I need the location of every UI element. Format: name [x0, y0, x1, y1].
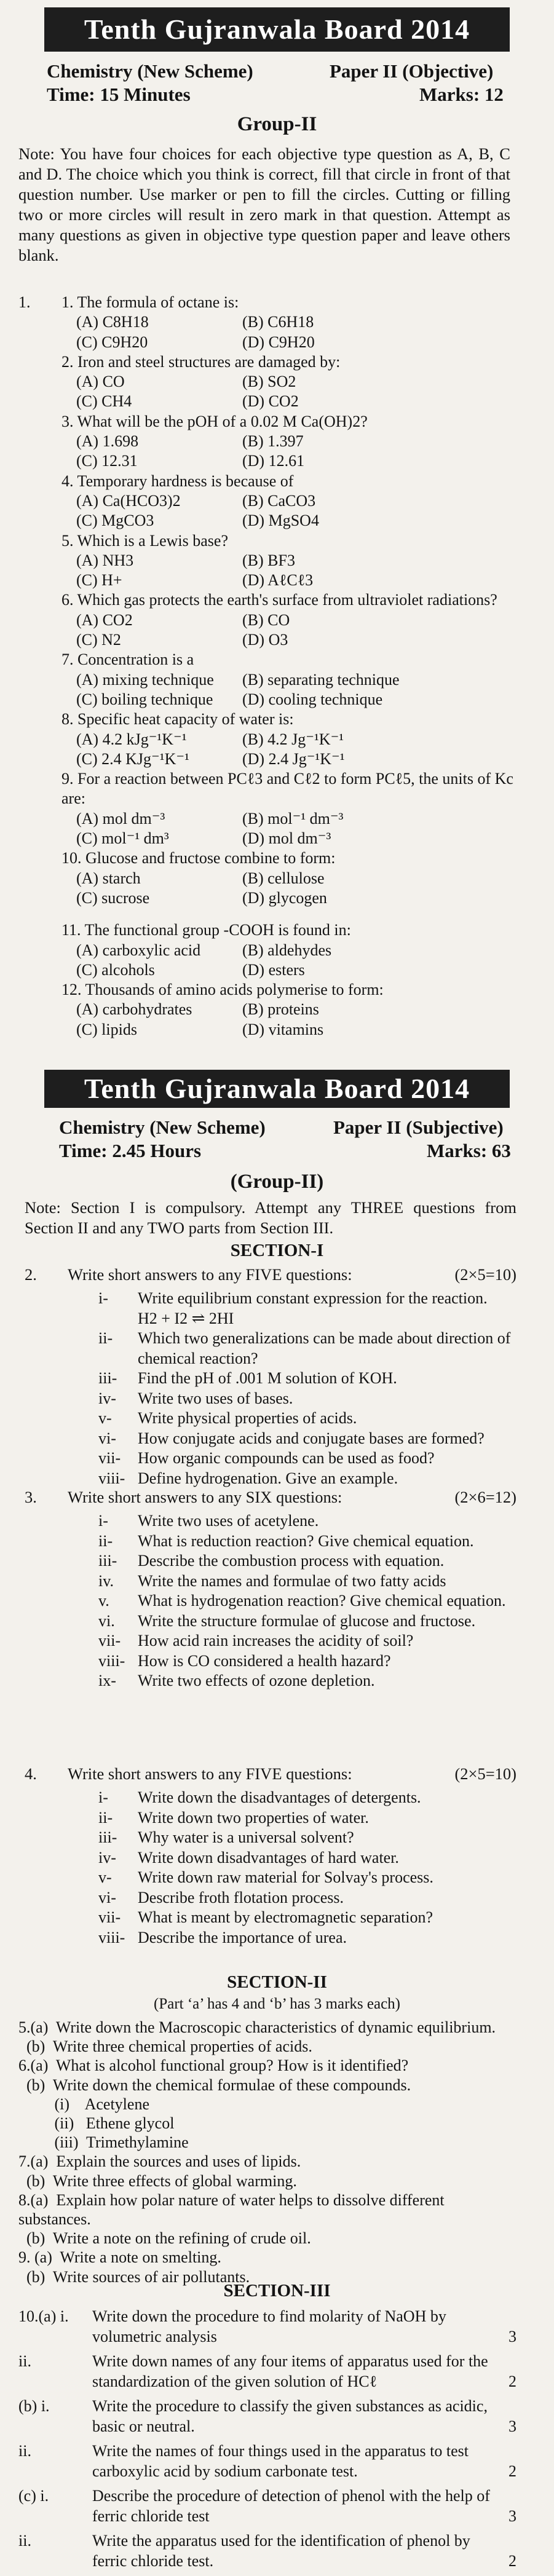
mcq-option: (A) NH3 — [76, 551, 134, 569]
q3-heading: Write short answers to any SIX questions: — [68, 1488, 342, 1506]
q4-header — [25, 1764, 516, 1784]
practical-question — [18, 2441, 516, 2481]
mcq-option: (B) cellulose — [242, 869, 325, 887]
item-number: v- — [98, 1868, 112, 1886]
practical-text: Write down names of any four items of apparatus used for the standardization of the given solution of HCℓ — [92, 2352, 488, 2390]
practical-text: Write down the procedure to find molarity of NaOH by volumetric analysis — [92, 2307, 446, 2345]
mcq-option: (B) aldehydes — [242, 941, 332, 959]
item-number: vi- — [98, 1888, 116, 1906]
long-question-line: (iii) Trimethylamine — [18, 2133, 189, 2152]
practical-question — [18, 2531, 516, 2571]
objective-banner: Tenth Gujranwala Board 2014 — [44, 7, 510, 52]
mcq-question: 9. For a reaction between PCℓ3 and Cℓ2 to form PCℓ5, the units of Kc are: — [61, 770, 513, 808]
item-text: H2 + I2 ⇌ 2HI — [138, 1309, 234, 1327]
short-question-item — [98, 1591, 516, 1611]
item-number: ii- — [98, 1329, 113, 1347]
q4-items — [98, 1788, 516, 1948]
short-question-item — [98, 1309, 516, 1329]
mcq-question: 5. Which is a Lewis base? — [61, 531, 228, 550]
objective-note: Note: You have four choices for each objective type question as A, B, C and D. The choice which you think is correct, fill that circle in front of that question number. Use marker or pen to fill the circles. Cutting or filling two or more circles will result in zero mark in that question. Attempt as many questions as given in objective type question paper and leave others blank. — [18, 144, 510, 264]
mcq-option: (D) vitamins — [242, 1020, 324, 1038]
item-text: What is reduction reaction? Give chemical equation. — [138, 1531, 474, 1550]
long-question-line: (b) Write three chemical properties of acids. — [18, 2037, 312, 2056]
q2-header — [25, 1265, 516, 1284]
practical-number: ii. — [18, 2352, 31, 2370]
mcq-option-row — [61, 451, 529, 471]
section-2-note: (Part ‘a’ has 4 and ‘b’ has 3 marks each) — [154, 1996, 400, 2012]
short-question-item — [98, 1671, 516, 1691]
mcq-option-row — [61, 551, 529, 571]
practical-question — [18, 2396, 516, 2436]
q4-marks: (2×5=10) — [454, 1764, 516, 1783]
long-question-line: (b) Write down the chemical formulae of these compounds. — [18, 2076, 411, 2094]
short-question-item — [98, 1848, 516, 1868]
mcq-option: (B) proteins — [242, 1000, 319, 1019]
short-question-item — [98, 1531, 516, 1552]
practical-text: Write the procedure to classify the given substances as acidic, basic or neutral. — [92, 2397, 488, 2435]
mcq-option: (D) esters — [242, 960, 305, 979]
item-number: viii- — [98, 1469, 125, 1487]
objective-marks: Marks: 12 — [419, 84, 504, 105]
mcq-option: (A) Ca(HCO3)2 — [76, 491, 181, 510]
item-number: iv- — [98, 1848, 116, 1867]
mcq-option: (C) H+ — [76, 571, 122, 590]
practical-marks: 3 — [508, 2507, 516, 2525]
item-number: iii- — [98, 1369, 117, 1387]
short-question-item — [98, 1611, 516, 1632]
practical-marks: 3 — [508, 2417, 516, 2435]
practical-number: 10.(a) i. — [18, 2307, 69, 2325]
item-text: Find the pH of .001 M solution of KOH. — [138, 1369, 397, 1387]
item-number: iv- — [98, 1389, 116, 1407]
mcq-option: (B) CO — [242, 610, 290, 629]
item-number: i- — [98, 1788, 108, 1806]
mcq-question: 8. Specific heat capacity of water is: — [61, 710, 294, 729]
practical-text: Write the names of four things used in the apparatus to test carboxylic acid by sodium carbonate test. — [92, 2442, 469, 2480]
section-1-title: SECTION-I — [230, 1241, 324, 1260]
mcq-option-row — [61, 1020, 529, 1040]
practical-text: Describe the procedure of detection of phenol with the help of ferric chloride test — [92, 2487, 490, 2525]
mcq-option: (C) boiling technique — [76, 690, 213, 708]
mcq-question: 4. Temporary hardness is because of — [61, 472, 294, 490]
item-text: Describe the combustion process with equation. — [138, 1552, 445, 1570]
subjective-subject: Chemistry (New Scheme) — [59, 1116, 266, 1138]
item-text: Write physical properties of acids. — [138, 1409, 357, 1427]
item-number: ii- — [98, 1531, 113, 1550]
objective-question-list — [61, 293, 529, 1040]
practical-number: ii. — [18, 2442, 31, 2460]
item-number: i- — [98, 1512, 108, 1530]
short-question-item — [98, 1389, 516, 1409]
practical-question — [18, 2486, 516, 2526]
item-number: viii- — [98, 1928, 125, 1946]
q3-items — [98, 1511, 516, 1691]
item-text: Define hydrogenation. Give an example. — [138, 1469, 398, 1487]
short-question-item — [98, 1289, 516, 1309]
mcq-option: (D) C9H20 — [242, 333, 315, 351]
long-question-line: 8.(a) Explain how polar nature of water helps to dissolve different substances. — [18, 2191, 449, 2229]
practical-question — [18, 2307, 516, 2347]
q2-marks: (2×5=10) — [454, 1265, 516, 1284]
item-number: v- — [98, 1409, 112, 1427]
item-number: vii- — [98, 1632, 121, 1650]
mcq-option-row — [61, 432, 529, 451]
subjective-note: Note: Section I is compulsory. Attempt any THREE questions from Section II and any TWO parts from Section III. — [25, 1198, 516, 1237]
short-question-item — [98, 1448, 516, 1469]
mcq-option: (A) mixing technique — [76, 670, 214, 689]
item-text: Which two generalizations can be made about direction of chemical reaction? — [138, 1329, 511, 1367]
subjective-banner: Tenth Gujranwala Board 2014 — [44, 1070, 510, 1108]
section-2-questions — [18, 2018, 516, 2286]
mcq-option: (A) C8H18 — [76, 313, 149, 331]
mcq-option-row — [61, 749, 529, 769]
mcq-option: (C) 2.4 KJg⁻¹K⁻¹ — [76, 749, 189, 768]
item-text: What is hydrogenation reaction? Give chemical equation. — [138, 1592, 506, 1610]
mcq-option: (D) AℓCℓ3 — [242, 571, 314, 590]
item-text: Write the structure formulae of glucose and fructose. — [138, 1611, 476, 1630]
q3-marks: (2×6=12) — [454, 1488, 516, 1506]
mcq-option-row — [61, 372, 529, 392]
practical-marks: 3 — [508, 2327, 516, 2345]
item-text: How is CO considered a health hazard? — [138, 1651, 391, 1670]
item-text: What is meant by electromagnetic separation? — [138, 1908, 433, 1926]
objective-subject: Chemistry (New Scheme) — [47, 60, 253, 82]
item-number: ii- — [98, 1808, 113, 1827]
mcq-question: 3. What will be the pOH of a 0.02 M Ca(OH)2? — [61, 412, 368, 430]
mcq-option-row — [61, 941, 529, 960]
mcq-option: (A) starch — [76, 869, 141, 887]
mcq-option: (D) CO2 — [242, 392, 299, 411]
mcq-option: (A) mol dm⁻³ — [76, 809, 165, 828]
short-question-item — [98, 1571, 516, 1592]
mcq-option-row — [61, 690, 529, 709]
long-question-line: 9. (a) Write a note on smelting. — [18, 2248, 221, 2267]
long-question-line: 6.(a) What is alcohol functional group? How is it identified? — [18, 2056, 409, 2075]
mcq-option: (A) carbohydrates — [76, 1000, 192, 1019]
mcq-option: (B) mol⁻¹ dm⁻³ — [242, 809, 344, 828]
long-question-line: 7.(a) Explain the sources and uses of lipids. — [18, 2152, 301, 2171]
mcq-option-row — [61, 571, 529, 590]
practical-number: (b) i. — [18, 2397, 50, 2415]
item-number: v. — [98, 1592, 109, 1610]
mcq-question: 2. Iron and steel structures are damaged by: — [61, 352, 341, 371]
objective-time: Time: 15 Minutes — [47, 84, 191, 105]
q4-number: 4. — [25, 1764, 37, 1783]
item-text: Write down raw material for Solvay's process. — [138, 1868, 433, 1886]
mcq-option: (A) carboxylic acid — [76, 941, 201, 959]
mcq-option: (C) 12.31 — [76, 452, 138, 470]
short-question-item — [98, 1928, 516, 1948]
mcq-option: (D) 2.4 Jg⁻¹K⁻¹ — [242, 749, 345, 768]
item-number — [98, 1309, 138, 1329]
item-text: Write the names and formulae of two fatty acids — [138, 1571, 446, 1590]
short-question-item — [98, 1631, 516, 1651]
q2-heading: Write short answers to any FIVE questions: — [68, 1265, 352, 1284]
item-number: i- — [98, 1289, 108, 1307]
mcq-option: (B) SO2 — [242, 373, 296, 391]
item-number: vi- — [98, 1429, 116, 1447]
mcq-option: (D) 12.61 — [242, 452, 305, 470]
subjective-paper: Paper II (Subjective) — [333, 1116, 504, 1138]
short-question-item — [98, 1511, 516, 1531]
item-number: viii- — [98, 1651, 125, 1670]
section-3-title: SECTION-III — [223, 2281, 331, 2301]
mcq-option: (A) 1.698 — [76, 432, 139, 451]
mcq-question: 12. Thousands of amino acids polymerise to form: — [61, 981, 384, 999]
q4-heading: Write short answers to any FIVE questions: — [68, 1764, 352, 1783]
practical-marks: 2 — [508, 2551, 516, 2570]
practical-number: ii. — [18, 2532, 31, 2550]
short-question-item — [98, 1469, 516, 1489]
short-question-item — [98, 1808, 516, 1828]
mcq-option: (D) O3 — [242, 631, 288, 649]
short-question-item — [98, 1888, 516, 1908]
mcq-option-row — [61, 869, 529, 888]
long-question-line: (b) Write a note on the refining of crude oil. — [18, 2229, 311, 2248]
mcq-option-row — [61, 511, 529, 531]
short-question-item — [98, 1788, 516, 1808]
mcq-option: (A) CO2 — [76, 610, 133, 629]
mcq-option: (D) glycogen — [242, 888, 327, 907]
item-text: Write two uses of bases. — [138, 1389, 293, 1407]
mcq-question: 10. Glucose and fructose combine to form: — [61, 849, 336, 867]
mcq-option-row — [61, 630, 529, 650]
item-number: iv. — [98, 1571, 114, 1590]
mcq-option: (B) C6H18 — [242, 313, 314, 331]
objective-paper: Paper II (Objective) — [330, 60, 494, 82]
q3-number: 3. — [25, 1488, 37, 1506]
short-question-item — [98, 1908, 516, 1928]
short-question-item — [98, 1429, 516, 1449]
short-question-item — [98, 1828, 516, 1848]
item-text: Describe the importance of urea. — [138, 1928, 347, 1946]
item-number: vi. — [98, 1611, 115, 1630]
section-2-title: SECTION-II — [227, 1972, 327, 1992]
item-text: Why water is a universal solvent? — [138, 1828, 354, 1846]
mcq-option-row — [61, 809, 529, 829]
short-question-item — [98, 1329, 516, 1369]
mcq-question: 6. Which gas protects the earth's surface from ultraviolet radiations? — [61, 591, 497, 609]
item-text: Write down two properties of water. — [138, 1808, 369, 1827]
item-number: vii- — [98, 1449, 121, 1467]
practical-marks: 2 — [508, 2372, 516, 2390]
short-question-item — [98, 1409, 516, 1429]
item-text: How organic compounds can be used as food? — [138, 1449, 435, 1467]
mcq-option: (B) 4.2 Jg⁻¹K⁻¹ — [242, 730, 344, 748]
mcq-option: (C) mol⁻¹ dm³ — [76, 829, 169, 848]
mcq-option-row — [61, 888, 529, 908]
mcq-option: (A) 4.2 kJg⁻¹K⁻¹ — [76, 730, 187, 748]
practical-marks: 2 — [508, 2462, 516, 2480]
subjective-time: Time: 2.45 Hours — [59, 1140, 202, 1161]
mcq-option: (B) separating technique — [242, 670, 400, 689]
subjective-marks: Marks: 63 — [427, 1140, 511, 1161]
objective-qnum: 1. — [18, 293, 31, 311]
practical-number: (c) i. — [18, 2487, 49, 2505]
mcq-question: 11. The functional group -COOH is found in: — [61, 921, 351, 939]
item-number: iii- — [98, 1828, 117, 1846]
practical-question — [18, 2352, 516, 2392]
item-number: iii- — [98, 1552, 117, 1570]
mcq-question: 1. The formula of octane is: — [61, 293, 239, 311]
long-question-line: (b) Write sources of air pollutants. — [18, 2267, 250, 2286]
item-text: Describe froth flotation process. — [138, 1888, 344, 1906]
short-question-item — [98, 1651, 516, 1672]
mcq-option-row — [61, 960, 529, 980]
q2-items — [98, 1289, 516, 1488]
item-text: How acid rain increases the acidity of soil? — [138, 1632, 414, 1650]
mcq-option-row — [61, 670, 529, 690]
mcq-option: (A) CO — [76, 373, 125, 391]
item-text: How conjugate acids and conjugate bases are formed? — [138, 1429, 485, 1447]
mcq-option: (B) 1.397 — [242, 432, 304, 451]
item-text: Write down the disadvantages of detergents. — [138, 1788, 421, 1806]
objective-group: Group-II — [237, 113, 317, 135]
mcq-option: (B) BF3 — [242, 551, 295, 569]
mcq-option-row — [61, 829, 529, 848]
long-question-line: (ii) Ethene glycol — [18, 2114, 175, 2133]
mcq-question: 7. Concentration is a — [61, 650, 194, 669]
mcq-option-row — [61, 730, 529, 749]
mcq-option-row — [61, 610, 529, 630]
mcq-option-row — [61, 392, 529, 411]
item-number: ix- — [98, 1672, 116, 1689]
section-3-questions — [18, 2307, 516, 2576]
short-question-item — [98, 1551, 516, 1571]
item-text: Write down disadvantages of hard water. — [138, 1848, 399, 1867]
mcq-option-row — [61, 1000, 529, 1019]
mcq-option: (D) mol dm⁻³ — [242, 829, 331, 848]
short-question-item — [98, 1868, 516, 1888]
item-number: vii- — [98, 1908, 121, 1926]
mcq-option: (D) cooling technique — [242, 690, 383, 708]
mcq-option: (C) alcohols — [76, 960, 155, 979]
item-text: Write two uses of acetylene. — [138, 1512, 319, 1530]
q3-header — [25, 1488, 516, 1507]
mcq-option: (B) CaCO3 — [242, 491, 316, 510]
mcq-option: (C) CH4 — [76, 392, 132, 411]
practical-text: Write the apparatus used for the identification of phenol by ferric chloride test. — [92, 2532, 470, 2570]
mcq-option: (C) lipids — [76, 1020, 137, 1038]
subjective-group: (Group-II) — [230, 1171, 324, 1193]
long-question-line: 5.(a) Write down the Macroscopic characteristics of dynamic equilibrium. — [18, 2018, 496, 2036]
item-text: Write equilibrium constant expression for the reaction. — [138, 1289, 488, 1307]
item-text: Write two effects of ozone depletion. — [138, 1672, 375, 1689]
mcq-option-row — [61, 333, 529, 352]
mcq-option: (C) C9H20 — [76, 333, 148, 351]
mcq-option: (D) MgSO4 — [242, 512, 319, 530]
mcq-option: (C) N2 — [76, 631, 121, 649]
mcq-option-row — [61, 312, 529, 332]
short-question-item — [98, 1369, 516, 1389]
long-question-line: (b) Write three effects of global warming. — [18, 2171, 297, 2190]
mcq-option: (C) sucrose — [76, 888, 150, 907]
mcq-option-row — [61, 491, 529, 511]
q2-number: 2. — [25, 1265, 37, 1284]
mcq-option: (C) MgCO3 — [76, 512, 154, 530]
long-question-line: (i) Acetylene — [18, 2095, 149, 2113]
